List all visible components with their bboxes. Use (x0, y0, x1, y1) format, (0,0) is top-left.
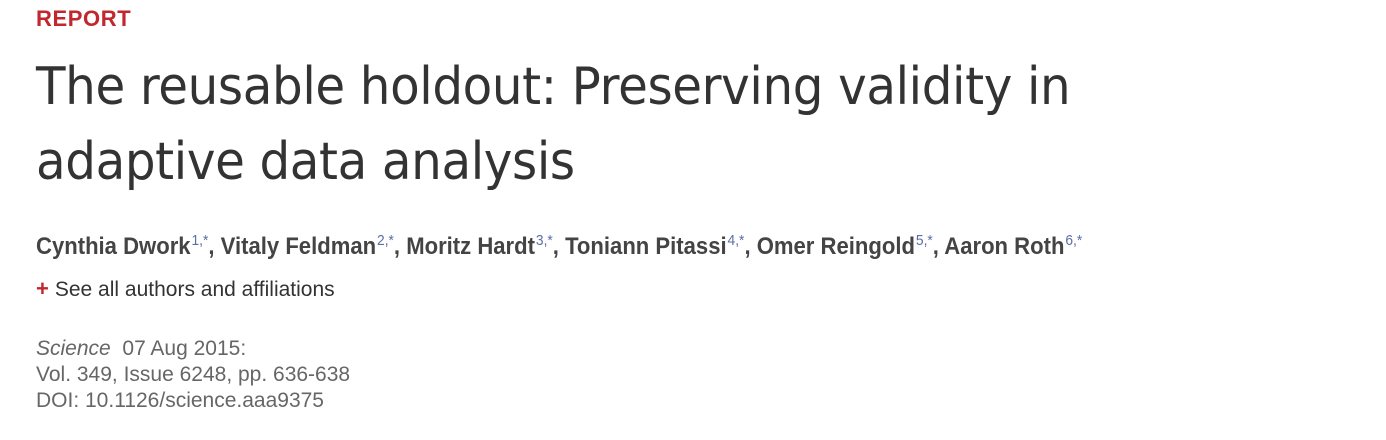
author-affiliation-marks[interactable]: 5,* (915, 232, 933, 249)
author-affiliation-marks[interactable]: 3,* (535, 232, 553, 249)
doi: DOI: 10.1126/science.aaa9375 (36, 389, 324, 412)
author-name[interactable]: Vitaly Feldman (220, 233, 377, 260)
author-1[interactable] (36, 233, 208, 260)
author-name[interactable]: Moritz Hardt (406, 233, 535, 260)
author-2[interactable] (221, 233, 394, 260)
author-separator: , (744, 233, 757, 260)
author-name[interactable]: Toniann Pitassi (565, 233, 727, 260)
author-separator: , (932, 233, 945, 260)
author-name[interactable]: Aaron Roth (944, 233, 1065, 260)
author-affiliation-marks[interactable]: 4,* (727, 232, 745, 249)
author-separator: , (393, 233, 407, 260)
author-3[interactable] (406, 233, 553, 260)
volume-issue-pages: Vol. 349, Issue 6248, pp. 636-638 (36, 363, 351, 386)
publication-info (36, 336, 350, 414)
journal-date-line (36, 336, 350, 362)
author-affiliation-marks[interactable]: 1,* (191, 232, 209, 249)
see-all-authors-label[interactable]: See all authors and affiliations (54, 278, 335, 301)
author-name[interactable]: Omer Reingold (756, 233, 915, 260)
author-affiliation-marks[interactable]: 6,* (1065, 232, 1083, 249)
author-name[interactable]: Cynthia Dwork (36, 233, 191, 260)
article-type-label: REPORT (36, 6, 132, 31)
author-4[interactable] (565, 233, 744, 260)
article-title: The reusable holdout: Preserving validity in adaptive data analysis (36, 57, 1071, 192)
plus-icon[interactable]: + (36, 276, 49, 301)
publication-date: 07 Aug 2015: (122, 337, 247, 360)
author-5[interactable] (757, 233, 933, 260)
journal-name: Science (36, 337, 111, 360)
see-all-authors-link[interactable] (36, 276, 335, 302)
author-list (36, 232, 1082, 261)
author-separator: , (208, 233, 221, 260)
author-affiliation-marks[interactable]: 2,* (377, 232, 394, 249)
author-6[interactable] (944, 233, 1082, 260)
author-separator: , (552, 233, 566, 260)
